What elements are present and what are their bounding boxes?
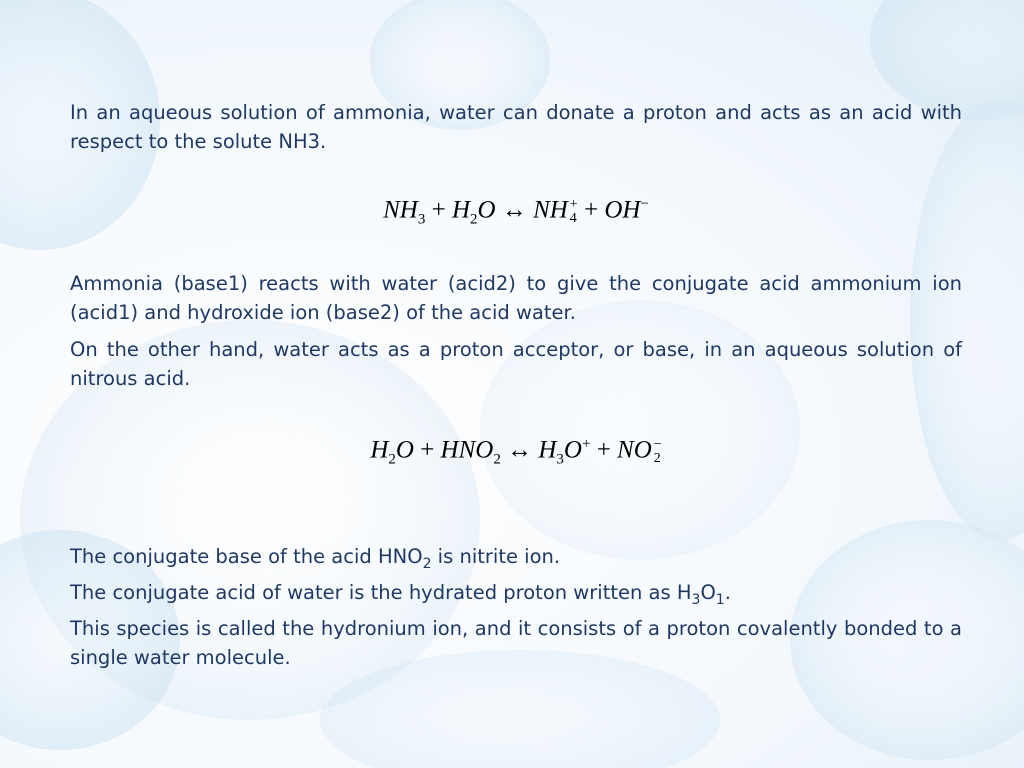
paragraph-hydronium-ion: This species is called the hydronium ion, and it consists of a proton covalently bonded to a single water molecule.	[70, 617, 962, 669]
paragraph-nitrite-ion	[70, 542, 962, 579]
eq2-hno-subscript: 2	[493, 451, 501, 468]
paragraph-nitrous-acid: On the other hand, water acts as a proton acceptor, or base, in an aqueous solution of nitrous acid.	[70, 338, 962, 390]
eq2-o3-superscript: +	[581, 436, 591, 452]
eq2-h3-subscript: 3	[556, 451, 564, 468]
eq2-h: H	[370, 436, 389, 464]
eq1-nh4-subscript: 4	[569, 210, 577, 226]
eq1-h: H	[451, 196, 470, 224]
eq1-h-subscript: 2	[470, 211, 478, 228]
p5-text-mid: O	[700, 581, 716, 604]
equation-water-nitrous-acid	[70, 436, 962, 468]
eq1-oh: OH	[604, 196, 641, 224]
paragraph-conjugate-pairs: Ammonia (base1) reacts with water (acid2) to give the conjugate acid ammonium ion (acid1) and hydroxide ion (base2) of the acid water.	[70, 272, 962, 324]
eq1-plus-1: +	[431, 196, 446, 224]
eq2-no: NO	[617, 436, 652, 464]
eq2-no-subscript: 2	[653, 450, 661, 466]
eq1-oh-superscript: −	[640, 196, 649, 212]
eq2-o3: O	[563, 436, 582, 464]
eq1-plus-2: +	[583, 196, 599, 224]
p4-text-after: is nitrite ion.	[431, 545, 561, 568]
p5-subscript-2: 1	[715, 591, 725, 608]
eq1-double-arrow: ↔	[501, 196, 527, 224]
eq1-nh4-superscript: +	[569, 196, 578, 212]
paragraph-hydrated-proton	[70, 578, 962, 615]
p5-text-before: The conjugate acid of water is the hydrated proton written as H	[70, 581, 692, 604]
eq2-hno: HNO	[440, 436, 494, 464]
eq2-o: O	[395, 436, 414, 464]
eq1-nh4: NH	[533, 196, 568, 224]
p5-text-after: .	[724, 581, 731, 604]
paragraph-ammonia-intro: In an aqueous solution of ammonia, water can donate a proton and acts as an acid with respect to the solute NH3.	[70, 101, 962, 153]
eq1-nh: NH	[383, 196, 418, 224]
eq2-h-subscript: 2	[388, 451, 396, 468]
eq1-nh-subscript: 3	[417, 211, 426, 228]
eq2-no-superscript: −	[653, 436, 662, 452]
equation-ammonia-water	[70, 196, 962, 228]
eq2-double-arrow: ↔	[507, 436, 533, 464]
eq1-o: O	[477, 196, 496, 224]
p4-subscript: 2	[422, 555, 432, 572]
eq2-plus-1: +	[420, 436, 435, 464]
p5-subscript-1: 3	[691, 591, 701, 608]
eq2-h3: H	[538, 436, 557, 464]
p4-text-before: The conjugate base of the acid HNO	[70, 545, 423, 568]
eq2-plus-2: +	[596, 436, 611, 464]
